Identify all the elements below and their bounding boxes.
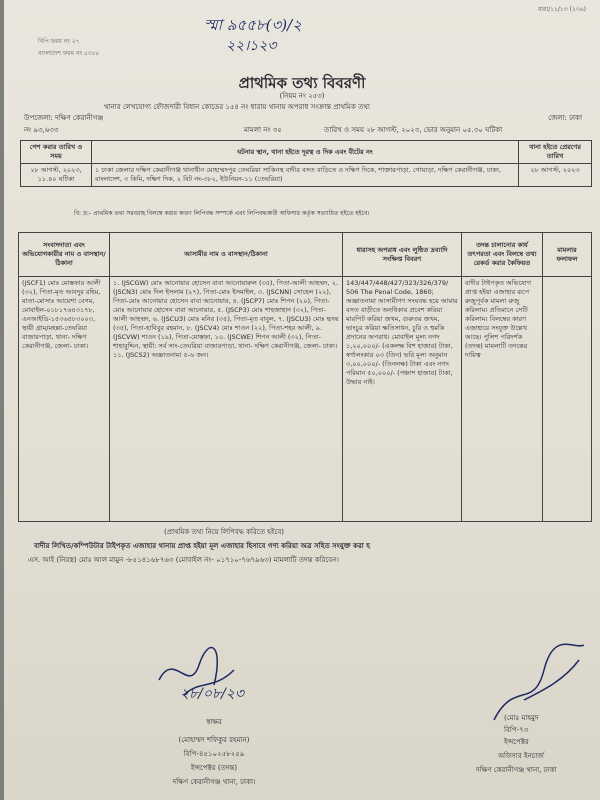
- case-no-value: নং ৯৩,৬৩৩: [24, 126, 59, 134]
- left-sig-line-5: দক্ষিণ কেরানীগঞ্জ থানা, ঢাকা।: [172, 778, 256, 786]
- date-time: তারিখ ও সময় ২৮ আগস্ট, ২০২৩, ভোর অনুমান ০৫.৩০ ঘটিকা: [324, 126, 503, 134]
- right-sig-line-4: অফিসার ইনচার্জ: [498, 752, 544, 760]
- left-handwritten-date: ২৮/০৮/২৩: [180, 686, 245, 702]
- page-title: প্রাথমিক তথ্য বিবরণী: [238, 74, 366, 92]
- t2-header-complainant: সংবাদদাতা এবং অভিযোগকারীর নাম ও বাসস্থান/ঠিকানা: [19, 233, 110, 277]
- right-sig-line-2: বিপি-৭৩: [504, 726, 529, 734]
- left-sig-line-3: বিপি-৪৫১০২৫৮২৫৯: [183, 750, 245, 758]
- t2-header-investigation: তদন্ত চালানোর কার্য তৎপরতা এবং বিলম্বে তথ্য রেকর্ড করার কৈফিয়ত: [462, 233, 543, 277]
- form-line-2: বাংলাদেশ ফরম নং ৫৩৫৮: [38, 50, 100, 57]
- page-subtitle: (নিয়ম নং ২৫৩): [279, 92, 325, 100]
- thana-label: উপজেলা: দক্ষিণ কেরানীগঞ্জ: [24, 114, 104, 122]
- left-sig-line-1: স্বাক্ষর: [206, 718, 222, 726]
- t1-header-date: পেশ করার তারিখ ও সময়: [21, 141, 92, 164]
- t2-cell-investigation: বাদীর টাইপকৃত অভিযোগ প্রাপ্ত হইয়া এজাহার রূপে রুজুপূর্বক মামলা রুজু করিলাম। প্রতিমানে সেটি করিলাম। বিলম্বের কারণ এজাহারে সংযুক্ত উল্লেখ আছে। পুলিশ পরিদর্শক (তদন্ত) মামলাটি তদন্তের দায়িত্ব: [462, 277, 543, 522]
- right-sig-line-3: ইন্সপেক্টর: [504, 738, 529, 746]
- t2-header-offense: ধারাসহ অপরাধ এবং লুন্ঠিত দ্রব্যাদি সংক্ষিপ্ত বিবরণ: [343, 233, 462, 277]
- info-table-1: [20, 140, 592, 187]
- t1-cell-place: ১ ঢাকা জেলার দক্ষিণ কেরানীগঞ্জ থানাধীন মোহাম্মদপুর তেঘরিয়া সাকিনস্থ বাদীর বসত বাড়িতে ও দক্ষিণ দিকে, শাক্তারপাড়া, গোয়াড়া, দক্ষিণ কেরানীগঞ্জ, ঢাকা, বাংলাদেশ, ৩ কিমি, দক্ষিণ দিক, ২ বিট নং-৩৮২, ইউনিয়ন-১১ (তেঘরিয়া): [92, 164, 519, 187]
- intro-line: থানার লেখযোগ্য ফৌজদারী বিধান কোডের ১৫৪ নং ধারায় থানায় অপরাধ সংক্রান্ত প্রাথমিক তথ্য: [104, 103, 370, 111]
- t2-header-accused: আসামীর নাম ও বাসস্থান/ঠিকানা: [110, 233, 343, 277]
- table1-note: বি: দ্র:- প্রাথমিক তথ্য সরবরাহ বিলম্বে করার কারণ লিপিবদ্ধ সম্পর্কে এবং লিপিবদ্ধকারী অফিসার কর্তৃক সত্যায়িত হইতে হইবে।: [74, 210, 370, 217]
- t2-header-result: মামলার ফলাফল: [543, 233, 592, 277]
- form-line-1: বিপি ফরম নং ২৭: [38, 38, 80, 45]
- document-page: [4, 0, 600, 800]
- t2-cell-result: [543, 277, 592, 522]
- right-signature-scribble: [484, 640, 594, 730]
- t1-header-sent: থানা হইতে প্রেরণের তারিখ: [519, 141, 592, 164]
- case-no: মামলা নং ৩৫: [244, 126, 282, 134]
- body-line-2: এস. আই (নিরস্ত্র) মোঃ আল মামুন -৮৫১৪১৬৮৭৬৩ (মোবাইল নং- ০১৭১০-৭৬৭৯৬৩) মামলাটি তদন্ত করিবেন।: [28, 556, 339, 564]
- body-line-1: বাদীর লিখিত/কম্পিউটার টাইপকৃত এজাহার থানায় প্রাপ্ত হইয়া মূল এজাহার হিসাবে গণ্য করিয়া অত্র সহিত সংযুক্ত করা হ: [34, 542, 370, 550]
- t2-cell-complainant: (JSCF1) মোঃ মোস্তফার আলী (৩২), পিতা-মৃত আবদুর রহিম, মাতা-মোসাঃ আয়েশা বেগম, মোবাইল-০১৮১৭৬৪৩১৭৮, এনআইডি-১৫৩৬৫৮৩০০৩, স্থায়ী গ্রাম/মহল্লা-তেঘরিয়া বাজারপাড়া, থানা- দক্ষিণ কেরানীগঞ্জ, জেলা- ঢাকা।: [19, 277, 110, 522]
- table2-footer-note: (প্রাথমিক তথ্য নিয়ে লিপিবদ্ধ করিতে হইবে): [164, 528, 284, 536]
- top-right-stamp: ধারা/১১/১৩ (২৩৬): [537, 6, 586, 13]
- left-sig-line-2: (মোহাম্মদ শফিকুর রহমান): [178, 736, 250, 744]
- right-sig-line-5: দক্ষিণ কেরানীগঞ্জ থানা, ঢাকা: [476, 766, 557, 774]
- t1-cell-sent: ২৮ আগস্ট, ২০২৩: [519, 164, 592, 187]
- t2-cell-offense: 143/447/448/427/323/326/379/ 506 The Penal Code, 1860; অজ্ঞাতনামা আসামীগণ সংঘবদ্ধ হয়ে আমার বসত বাড়ীতে অনধিকার প্রবেশ করিয়া মারপিট করিয়া জখম, গুরুতর জখম, ভাংচুর করিয়া ক্ষতিসাধন, চুরি ও হুমকি প্রদানের অপরাধ। মোবাইল মূল্য নগদ ১,২০,০০০/- (একলক্ষ বিশ হাজার) টাকা, স্বর্ণালংকার ০৩ (তিন) ভরি মূল্য অনুমান ৩,০০,০০০/- (তিনলক্ষ) টাকা এবং নগদ পরিমান ৫০,০০০/- (পঞ্চাশ হাজার) টাকা, উদ্ধার নাই।: [343, 277, 462, 522]
- handwritten-ref-1: স্মা ৯৫৫৮(৩)/২: [204, 16, 302, 34]
- right-sig-line-1: (মোঃ মাহমুদ: [504, 714, 539, 722]
- t1-cell-date: ২৮ আগস্ট, ২০২৩, ১১.৪০ ঘটিকা: [21, 164, 92, 187]
- handwritten-ref-2: ২২।১২৩: [226, 38, 277, 54]
- left-sig-line-4: ইন্সপেক্টর (তদন্ত): [190, 764, 238, 772]
- t1-header-place: ঘটনার স্থান, থানা হইতে দূরত্ব ও দিক এবং বীটের নং: [92, 141, 519, 164]
- district-label: জেলা: ঢাকা: [548, 114, 582, 122]
- info-table-2: [18, 232, 592, 522]
- t2-cell-accused: ১. (JSCGW) মোঃ আনোয়ার হোসেন বাবা আনোয়ারুল (৩৫), পিতা-আলী আহম্মদ, ২. (JSCN3) মোঃ দিল ইসলাম (২৭), পিতা-মোঃ ইসমাইল, ৩. (JSCNN) সোহেল (২২), পিতা-মোঃ আনোয়ার হোসেন বাবা আনোয়ার, ৪. (JSCP7) মোঃ শিপন (২০), পিতা-মোঃ আনোয়ার হোসেন বাবা আনোয়ার, ৫. (JSCP3) মোঃ শাহজাহান (৩২), পিতা-আলী আহম্মদ, ৬. (JSCU3) মোঃ মনির (৩৫), পিতা-মৃত বাবুল, ৭. (JSCU3) মোঃ হৃদয় (৩৫), পিতা-হাবিবুর রহমান, ৮. (JSCV4) মোঃ শাওন (২২), পিতা-শহর আলী, ৯. (JSCVW) শাওন (১৯), পিতা-মোস্তফা, ১০. (JSCWE) শিপন আলী (৩২), পিতা-শাহাবুদ্দিন, স্থায়ী: সর্ব সাং-তেঘরিয়া বাজারপাড়া, থানা- দক্ষিণ কেরানীগঞ্জ, জেলা- ঢাকা। ১১. (JSCS2) অজ্ঞাতনামা ৫-৬ জন।: [110, 277, 343, 522]
